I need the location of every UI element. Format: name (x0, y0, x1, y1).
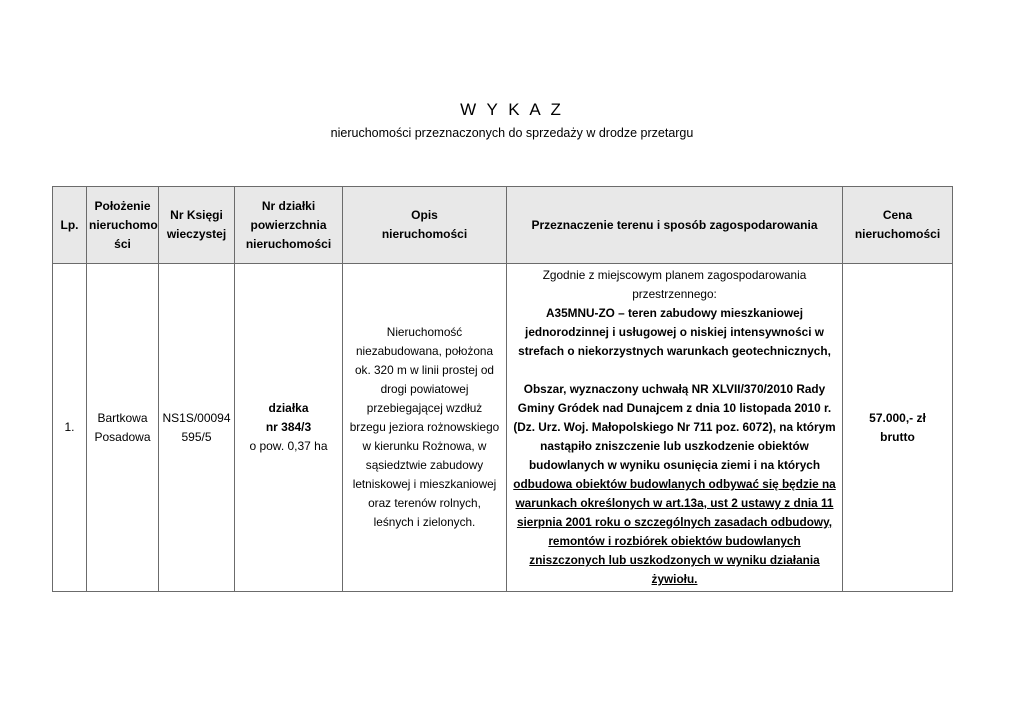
header-przeznaczenie: Przeznaczenie terenu i sposób zagospodarowania (507, 187, 843, 264)
property-table (52, 186, 953, 592)
cell-dzialka: działka nr 384/3 o pow. 0,37 ha (235, 264, 343, 592)
table-row (53, 264, 953, 592)
price-value: 57.000,- zł (869, 410, 926, 425)
landslide-area-text: Obszar, wyznaczony uchwałą NR XLVII/370/2010 Rady Gminy Gródek nad Dunajcem z dnia 10 listopada 2010 r. (Dz. Urz. Woj. Małopolskiego Nr 711 poz. 6072), na którym nastąpiło zniszczenie lub uszkodzenie obiektów budowlanych w wyniku osunięcia ziemi i na których (513, 382, 836, 472)
zoning-designation: A35MNU-ZO – teren zabudowy mieszkaniowej jednorodzinnej i usługowej o niskiej intensywności w strefach o niekorzystnych warunkach geotechnicznych, (518, 306, 831, 358)
cell-ksiega: NS1S/00094 595/5 (159, 264, 235, 592)
cell-lp: 1. (53, 264, 87, 592)
cell-polozenie: Bartkowa Posadowa (87, 264, 159, 592)
page-subtitle: nieruchomości przeznaczonych do sprzedaży w drodze przetargu (330, 126, 694, 140)
header-polozenie: Położenie nieruchomo ści (87, 187, 159, 264)
header-opis: Opis nieruchomości (343, 187, 507, 264)
cell-opis: Nieruchomość niezabudowana, położona ok. 320 m w linii prostej od drogi powiatowej przebiegającej wzdłuż brzegu jeziora rożnowskiego w kierunku Rożnowa, w sąsiedztwie zabudowy letniskowej i mieszkaniowej oraz terenów rolnych, leśnych i zielonych. (343, 264, 507, 592)
cell-przeznaczenie (507, 264, 843, 592)
header-lp: Lp. (53, 187, 87, 264)
table-header-row (53, 187, 953, 264)
header-ksiega: Nr Księgi wieczystej (159, 187, 235, 264)
zoning-intro: Zgodnie z miejscowym planem zagospodarowania przestrzennego: (542, 268, 807, 301)
header-dzialka: Nr działki powierzchnia nieruchomości (235, 187, 343, 264)
cell-cena: 57.000,- zł brutto (843, 264, 953, 592)
page-title: W Y K A Z (460, 100, 564, 119)
header-cena: Cena nieruchomości (843, 187, 953, 264)
reconstruction-terms: odbudowa obiektów budowlanych odbywać się będzie na warunkach określonych w art.13a, ust 2 ustawy z dnia 11 sierpnia 2001 roku o szczególnych zasadach odbudowy, remontów i rozbiórek obiektów budowlanych zniszczonych lub uszkodzonych w wyniku działania żywiołu. (513, 477, 836, 586)
